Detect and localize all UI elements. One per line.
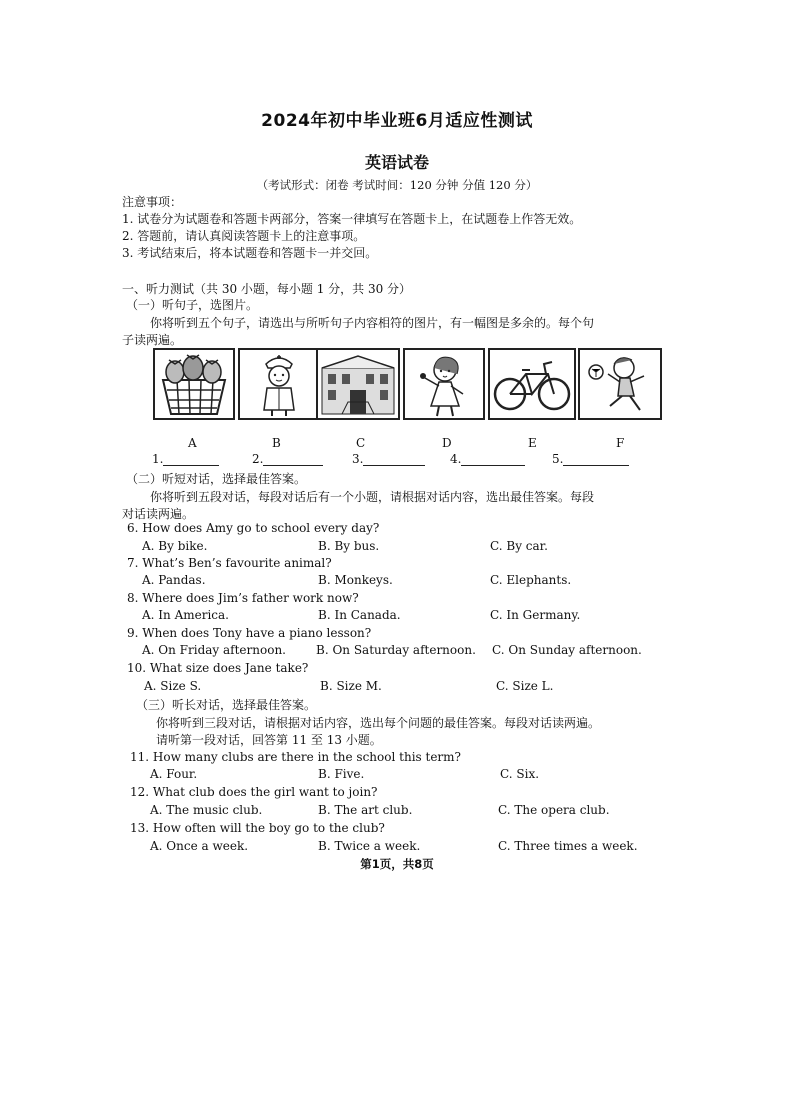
bicycle-image [488, 348, 576, 420]
picture-label: C [356, 436, 366, 450]
question-text: 11. How many clubs are there in the school this term? [130, 750, 461, 764]
option-b: B. Size M. [320, 679, 382, 693]
picture-label: B [272, 436, 281, 450]
question-text: 9. When does Tony have a piano lesson? [127, 626, 372, 640]
option-a: A. By bike. [142, 539, 208, 553]
option-b: B. Five. [318, 767, 365, 781]
answer-blank[interactable]: 3. [352, 452, 425, 466]
nurse-image [238, 348, 320, 420]
option-b: B. Monkeys. [318, 573, 393, 587]
picture-label: A [188, 436, 197, 450]
exam-info: （考试形式：闭卷 考试时间：120 分钟 分值 120 分） [256, 178, 538, 192]
option-b: B. Twice a week. [318, 839, 421, 853]
option-b: B. The art club. [318, 803, 413, 817]
option-c: C. Elephants. [490, 573, 572, 587]
picture-row [148, 348, 668, 420]
picture-label: F [616, 436, 625, 450]
question-text: 6. How does Amy go to school every day? [127, 521, 380, 535]
option-a: A. In America. [142, 608, 229, 622]
part-instruction: 子读两遍。 [122, 333, 183, 347]
question-text: 13. How often will the boy go to the club? [130, 821, 385, 835]
answer-blank[interactable]: 4. [450, 452, 525, 466]
section-heading: 一、听力测试（共 30 小题，每小题 1 分，共 30 分） [122, 282, 412, 296]
part-heading: （一）听句子，选图片。 [126, 298, 259, 312]
strawberry-basket-image [153, 348, 235, 420]
part-instruction: 对话读两遍。 [122, 507, 195, 521]
note-item: 1. 试卷分为试题卷和答题卡两部分，答案一律填写在答题卡上，在试题卷上作答无效。 [122, 212, 582, 226]
question-text: 12. What club does the girl want to join? [130, 785, 378, 799]
school-building-image [316, 348, 400, 420]
question-text: 7. What’s Ben’s favourite animal? [127, 556, 332, 570]
question-text: 10. What size does Jane take? [127, 661, 309, 675]
option-c: C. In Germany. [490, 608, 581, 622]
notes-heading: 注意事项： [122, 195, 183, 209]
part-heading: （三）听长对话，选择最佳答案。 [136, 698, 317, 712]
option-b: B. In Canada. [318, 608, 401, 622]
option-b: B. On Saturday afternoon. [316, 643, 476, 657]
answer-blanks [152, 452, 672, 470]
question-text: 8. Where does Jim’s father work now? [127, 591, 359, 605]
part-instruction: 你将听到五段对话，每段对话后有一个小题，请根据对话内容，选出最佳答案。每段 [150, 490, 595, 504]
option-c: C. Size L. [496, 679, 554, 693]
option-a: A. Once a week. [150, 839, 249, 853]
boy-playing-soccer-image [578, 348, 662, 420]
option-c: C. The opera club. [498, 803, 610, 817]
note-item: 2. 答题前，请认真阅读答题卡上的注意事项。 [122, 229, 366, 243]
page-title: 2024年初中毕业班6月适应性测试 [261, 111, 533, 131]
option-c: C. By car. [490, 539, 548, 553]
picture-label: D [442, 436, 452, 450]
part-instruction: 你将听到五个句子，请选出与所听句子内容相符的图片，有一幅图是多余的。每个句 [150, 316, 595, 330]
option-a: A. The music club. [150, 803, 263, 817]
option-a: A. Four. [150, 767, 198, 781]
answer-blank[interactable]: 5. [552, 452, 629, 466]
part-instruction: 你将听到三段对话，请根据对话内容，选出每个问题的最佳答案。每段对话读两遍。 [156, 716, 601, 730]
page-subtitle: 英语试卷 [364, 153, 429, 172]
option-c: C. Six. [500, 767, 540, 781]
option-c: C. Three times a week. [498, 839, 638, 853]
option-c: C. On Sunday afternoon. [492, 643, 642, 657]
picture-labels [148, 436, 668, 452]
page-footer: 第1页，共8页 [360, 857, 434, 871]
option-a: A. Pandas. [142, 573, 206, 587]
singing-girl-image [403, 348, 485, 420]
option-a: A. On Friday afternoon. [142, 643, 286, 657]
note-item: 3. 考试结束后，将本试题卷和答题卡一并交回。 [122, 246, 378, 260]
picture-label: E [528, 436, 537, 450]
answer-blank[interactable]: 2. [252, 452, 323, 466]
answer-blank[interactable]: 1. [152, 452, 219, 466]
option-b: B. By bus. [318, 539, 380, 553]
part-heading: （二）听短对话，选择最佳答案。 [126, 472, 307, 486]
option-a: A. Size S. [144, 679, 202, 693]
part-instruction: 请听第一段对话，回答第 11 至 13 小题。 [156, 733, 382, 747]
